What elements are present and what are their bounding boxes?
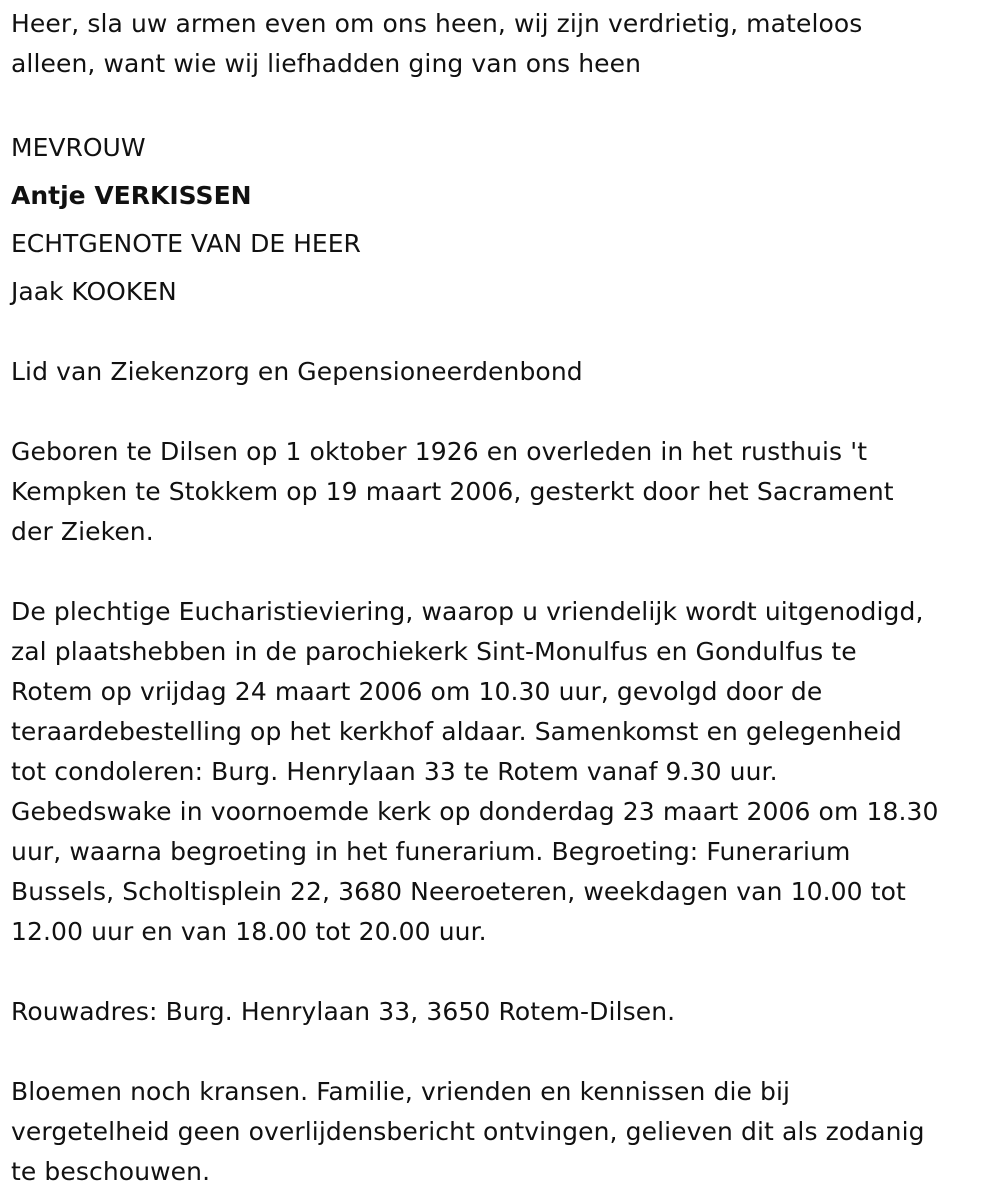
closing-paragraph: [11, 1072, 996, 1192]
ceremony-line: uur, waarna begroeting in het funerarium. Begroeting: Funerarium: [11, 837, 851, 866]
birth-death-line: Geboren te Dilsen op 1 oktober 1926 en overleden in het rusthuis 't: [11, 437, 868, 466]
birth-death-line: der Zieken.: [11, 517, 154, 546]
spouse-label: ECHTGENOTE VAN DE HEER: [11, 229, 361, 258]
mourning-address: Rouwadres: Burg. Henrylaan 33, 3650 Rotem-Dilsen.: [11, 997, 676, 1026]
motto-line: alleen, want wie wij liefhadden ging van ons heen: [11, 49, 642, 78]
membership-text: [11, 352, 996, 392]
motto-line: Heer, sla uw armen even om ons heen, wij zijn verdrietig, mateloos: [11, 9, 863, 38]
ceremony-paragraph: [11, 592, 996, 952]
closing-line: te beschouwen.: [11, 1157, 211, 1186]
spacer: [11, 952, 996, 992]
membership-line: Lid van Ziekenzorg en Gepensioneerdenbond: [11, 357, 583, 386]
spacer: [11, 392, 996, 432]
closing-line: Bloemen noch kransen. Familie, vrienden en kennissen die bij: [11, 1077, 791, 1106]
spacer: [11, 552, 996, 592]
motto-paragraph: [11, 4, 996, 84]
spacer: [11, 84, 996, 124]
birth-death-line: Kempken te Stokkem op 19 maart 2006, gesterkt door het Sacrament: [11, 477, 894, 506]
ceremony-line: 12.00 uur en van 18.00 tot 20.00 uur.: [11, 917, 487, 946]
ceremony-line: Rotem op vrijdag 24 maart 2006 om 10.30 uur, gevolgd door de: [11, 677, 823, 706]
ceremony-line: De plechtige Eucharistieviering, waarop u vriendelijk wordt uitgenodigd,: [11, 597, 924, 626]
closing-line: vergetelheid geen overlijdensbericht ontvingen, gelieven dit als zodanig: [11, 1117, 925, 1146]
deceased-name: Antje VERKISSEN: [11, 181, 252, 210]
ceremony-line: zal plaatshebben in de parochiekerk Sint-Monulfus en Gondulfus te: [11, 637, 857, 666]
ceremony-line: teraardebestelling op het kerkhof aldaar. Samenkomst en gelegenheid: [11, 717, 902, 746]
ceremony-line: tot condoleren: Burg. Henrylaan 33 te Rotem vanaf 9.30 uur.: [11, 757, 778, 786]
spacer: [11, 1032, 996, 1072]
mourning-address-paragraph: [11, 992, 996, 1032]
birth-death-paragraph: [11, 432, 996, 552]
obituary-document: [11, 4, 996, 1192]
ceremony-line: Bussels, Scholtisplein 22, 3680 Neeroeteren, weekdagen van 10.00 tot: [11, 877, 906, 906]
title-prefix: MEVROUW: [11, 133, 146, 162]
ceremony-line: Gebedswake in voornoemde kerk op donderdag 23 maart 2006 om 18.30: [11, 797, 939, 826]
spacer: [11, 316, 996, 352]
spouse-name: Jaak KOOKEN: [11, 277, 177, 306]
